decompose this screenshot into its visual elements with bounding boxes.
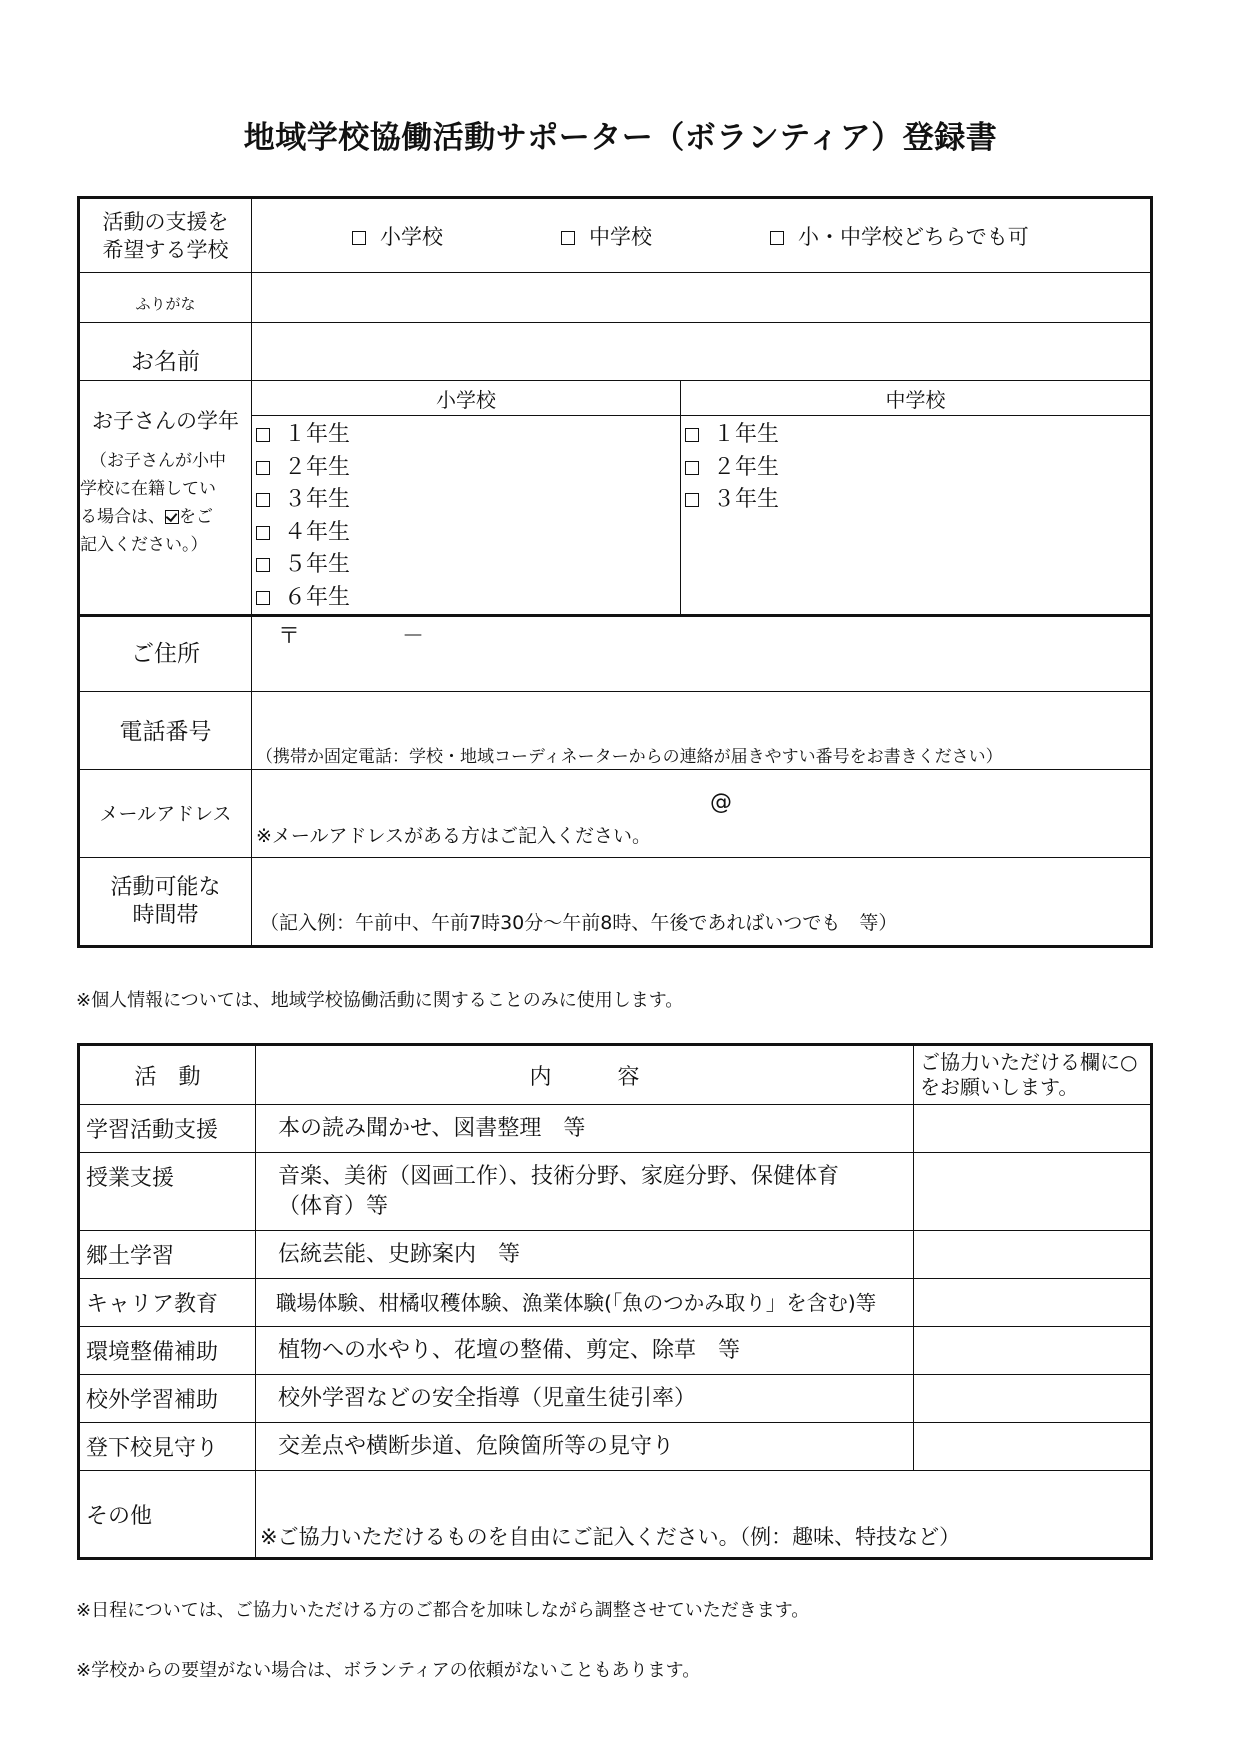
activity-row: 郷土学習 伝統芸能、史跡案内 等 xyxy=(79,1231,1152,1279)
address-field[interactable] xyxy=(252,616,1152,692)
school-row xyxy=(79,198,1152,273)
activity-row: 授業支援 音楽、美術（図画工作）、技術分野、家庭分野、保健体育（体育）等 xyxy=(79,1153,1152,1231)
grade-option[interactable]: ６年生 xyxy=(256,582,680,615)
other-label: その他 xyxy=(79,1471,256,1559)
activities-header-row xyxy=(79,1045,1152,1105)
grade-label: お子さんの学年 xyxy=(92,409,239,433)
privacy-note: ※個人情報については、地域学校協働活動に関することのみに使用します。 xyxy=(76,990,684,1011)
coop-cell[interactable] xyxy=(914,1327,1152,1375)
time-field[interactable] xyxy=(252,858,1152,947)
option-junior[interactable]: 中学校 xyxy=(561,221,652,251)
time-label: 活動可能な 時間帯 xyxy=(79,858,252,947)
activity-row: 校外学習補助 校外学習などの安全指導（児童生徒引率） xyxy=(79,1375,1152,1423)
coop-cell[interactable] xyxy=(914,1231,1152,1279)
checkbox-icon[interactable] xyxy=(352,231,366,245)
phone-label: 電話番号 xyxy=(79,692,252,770)
coop-cell[interactable] xyxy=(914,1153,1152,1231)
coop-cell[interactable] xyxy=(914,1105,1152,1153)
request-note: ※学校からの要望がない場合は、ボランティアの依頼がないこともあります。 xyxy=(76,1660,701,1681)
furigana-field[interactable] xyxy=(252,273,1152,323)
checked-box-icon xyxy=(165,510,179,524)
grade-note: （お子さんが小中 学校に在籍してい る場合は、 をご 記入ください。） xyxy=(80,451,226,555)
checkbox-icon[interactable] xyxy=(256,591,270,605)
checkbox-icon[interactable] xyxy=(256,428,270,442)
option-elementary[interactable]: 小学校 xyxy=(352,221,443,251)
option-either[interactable]: 小・中学校どちらでも可 xyxy=(770,221,1029,251)
checkbox-icon[interactable] xyxy=(685,428,699,442)
postal-mark: 〒 xyxy=(278,624,301,649)
email-row xyxy=(79,770,1152,858)
grade-option[interactable]: ２年生 xyxy=(685,452,1150,485)
checkbox-icon[interactable] xyxy=(256,461,270,475)
checkbox-icon[interactable] xyxy=(561,231,575,245)
activity-row: 学習活動支援 本の読み聞かせ、図書整理 等 xyxy=(79,1105,1152,1153)
checkbox-icon[interactable] xyxy=(685,493,699,507)
phone-note: （携帯か固定電話：学校・地域コーディネーターからの連絡が届きやすい番号をお書きください） xyxy=(256,747,1003,767)
activities-table xyxy=(77,1043,1153,1560)
email-label: メールアドレス xyxy=(79,770,252,858)
address-label: ご住所 xyxy=(79,616,252,692)
school-label: 活動の支援を 希望する学校 xyxy=(79,198,252,273)
grade-option[interactable]: ３年生 xyxy=(256,484,680,517)
header-content: 内 容 xyxy=(256,1045,914,1105)
junior-grades xyxy=(681,416,1152,616)
coop-cell[interactable] xyxy=(914,1423,1152,1471)
name-field[interactable] xyxy=(252,323,1152,381)
coop-cell[interactable] xyxy=(914,1279,1152,1327)
address-row xyxy=(79,616,1152,692)
phone-row xyxy=(79,692,1152,770)
other-field[interactable] xyxy=(256,1471,1152,1559)
activity-row: 登下校見守り 交差点や横断歩道、危険箇所等の見守り xyxy=(79,1423,1152,1471)
checkbox-icon[interactable] xyxy=(770,231,784,245)
time-row xyxy=(79,858,1152,947)
furigana-row xyxy=(79,273,1152,323)
email-note: ※メールアドレスがある方はご記入ください。 xyxy=(256,825,651,847)
checkbox-icon[interactable] xyxy=(685,461,699,475)
activity-row: キャリア教育 職場体験、柑橘収穫体験、漁業体験(「魚のつかみ取り」を含む)等 xyxy=(79,1279,1152,1327)
name-row xyxy=(79,323,1152,381)
junior-header: 中学校 xyxy=(681,381,1152,416)
header-activity: 活 動 xyxy=(79,1045,256,1105)
elementary-grades xyxy=(252,416,681,616)
grade-label-cell xyxy=(79,381,252,616)
email-field[interactable] xyxy=(252,770,1152,858)
coop-cell[interactable] xyxy=(914,1375,1152,1423)
grade-option[interactable]: １年生 xyxy=(256,419,680,452)
grade-option[interactable]: ２年生 xyxy=(256,452,680,485)
email-at: @ xyxy=(710,790,732,815)
other-note: ※ご協力いただけるものを自由にご記入ください。（例：趣味、特技など） xyxy=(260,1525,961,1549)
checkbox-icon[interactable] xyxy=(256,526,270,540)
grade-option[interactable]: ５年生 xyxy=(256,549,680,582)
grade-option[interactable]: ４年生 xyxy=(256,517,680,550)
other-row xyxy=(79,1471,1152,1559)
school-options xyxy=(252,198,1152,273)
header-coop: ご協力いただける欄に○をお願いします。 xyxy=(914,1045,1152,1105)
name-label: お名前 xyxy=(79,323,252,381)
time-note: （記入例：午前中、午前7時30分～午前8時、午後であればいつでも 等） xyxy=(260,912,898,934)
grade-option[interactable]: ３年生 xyxy=(685,484,1150,517)
postal-dash: － xyxy=(402,624,425,649)
registration-table xyxy=(77,196,1153,948)
grade-header-row xyxy=(79,381,1152,416)
schedule-note: ※日程については、ご協力いただける方のご都合を加味しながら調整させていただきます。 xyxy=(76,1600,810,1621)
activity-row: 環境整備補助 植物への水やり、花壇の整備、剪定、除草 等 xyxy=(79,1327,1152,1375)
checkbox-icon[interactable] xyxy=(256,558,270,572)
grade-option[interactable]: １年生 xyxy=(685,419,1150,452)
phone-field[interactable] xyxy=(252,692,1152,770)
page-title: 地域学校協働活動サポーター（ボランティア）登録書 xyxy=(243,120,998,156)
checkbox-icon[interactable] xyxy=(256,493,270,507)
elementary-header: 小学校 xyxy=(252,381,681,416)
furigana-label: ふりがな xyxy=(79,273,252,323)
